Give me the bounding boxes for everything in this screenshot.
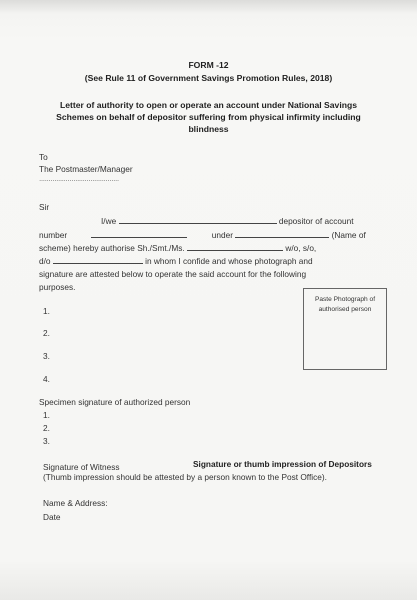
- depositor-signature-label: Signature or thumb impression of Depositors: [193, 459, 372, 469]
- purpose-item-1: 1.: [43, 306, 50, 316]
- photograph-box[interactable]: [303, 288, 387, 370]
- scheme-blank[interactable]: [235, 231, 329, 238]
- date-label: Date: [43, 512, 61, 522]
- form-title-line-1: Letter of authority to open or operate an account under National Savings: [60, 100, 357, 110]
- authorised-person-blank[interactable]: [187, 244, 283, 251]
- form-number: FORM -12: [188, 60, 229, 70]
- depositor-of-account-text: depositor of account: [278, 216, 354, 226]
- purpose-item-3: 3.: [43, 351, 50, 361]
- specimen-item-3: 3.: [43, 436, 50, 446]
- number-label: number: [39, 230, 68, 240]
- form-rule-reference: (See Rule 11 of Government Savings Promotion Rules, 2018): [84, 73, 333, 83]
- body-line-4: [39, 256, 313, 266]
- confide-text: in whom I confide and whose photograph and: [145, 256, 313, 266]
- purpose-item-2: 2.: [43, 328, 50, 338]
- body-line-2: [39, 230, 381, 240]
- do-label: d/o: [39, 256, 51, 266]
- specimen-heading: Specimen signature of authorized person: [39, 397, 191, 407]
- body-line-1: [101, 216, 354, 226]
- form-title-line-3: blindness: [188, 124, 229, 134]
- photograph-box-label: [304, 295, 386, 315]
- relation-name-blank[interactable]: [53, 257, 143, 264]
- body-line-3: [39, 243, 316, 253]
- address-recipient: The Postmaster/Manager: [39, 164, 133, 174]
- specimen-item-2: 2.: [43, 423, 50, 433]
- form-title-line-2: Schemes on behalf of depositor suffering from physical infirmity including: [56, 112, 361, 122]
- thumb-impression-note: (Thumb impression should be attested by a person known to the Post Office).: [43, 472, 327, 482]
- purpose-item-4: 4.: [43, 374, 50, 384]
- relation-text: w/o, s/o,: [285, 243, 317, 253]
- body-line-5: signature are attested below to operate the said account for the following: [39, 269, 307, 279]
- iwe-label: I/we: [101, 216, 117, 226]
- depositor-name-blank[interactable]: [119, 217, 277, 224]
- account-number-blank[interactable]: [91, 231, 187, 238]
- specimen-item-1: 1.: [43, 410, 50, 420]
- authorise-text: scheme) hereby authorise Sh./Smt./Ms.: [39, 243, 185, 253]
- photo-label-line-1: Paste Photograph of: [314, 296, 376, 303]
- salutation: Sir: [39, 202, 50, 212]
- address-to: To: [39, 152, 48, 162]
- body-line-6: purposes.: [39, 282, 76, 292]
- address-dotted-line: ……………………………………: [39, 177, 119, 183]
- witness-signature-label: Signature of Witness: [43, 462, 120, 472]
- name-address-label: Name & Address:: [43, 498, 108, 508]
- photo-label-line-2: authorised person: [318, 305, 372, 313]
- name-of-label: (Name of: [331, 230, 366, 240]
- under-label: under: [211, 230, 233, 240]
